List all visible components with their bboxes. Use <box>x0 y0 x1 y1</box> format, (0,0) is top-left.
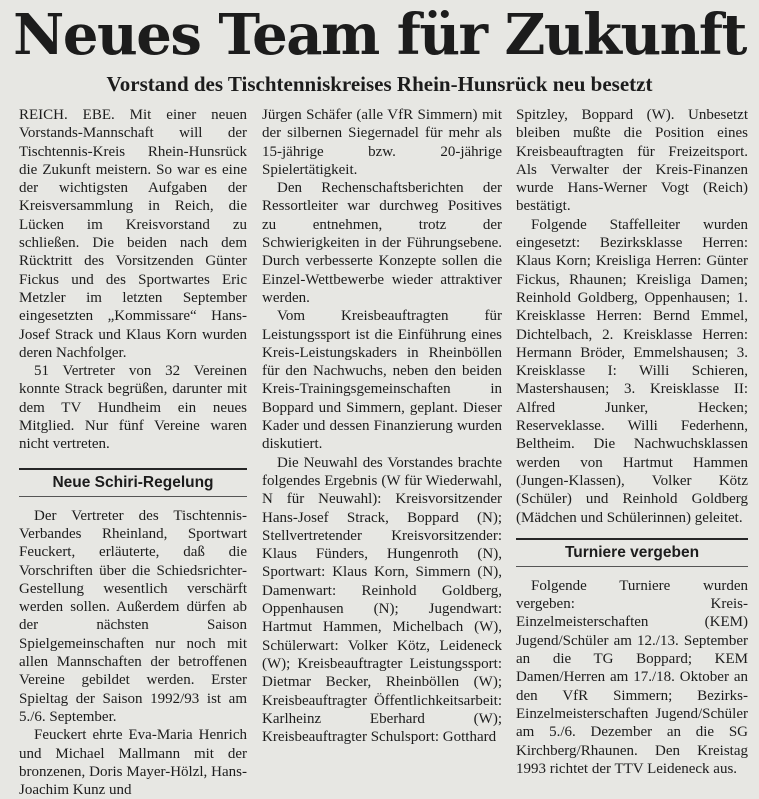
section-header <box>516 538 748 567</box>
paragraph: Folgende Turniere wurden vergeben: Kreis-Einzelmeisterschaften (KEM) Jugend/Schüler am 12./13. September an die TG Boppard; KEM Damen/Herren am 17./18. Oktober an den VfR Simmern; Bezirks-Einzelmeisterschaften Jugend/Schüler am 5./6. Dezember an die SG Kirchberg/Rhaunen. Den Kreistag 1993 richtet der TTV Leideneck aus. <box>516 577 748 777</box>
column-3 <box>516 106 748 778</box>
paragraph: Die Neuwahl des Vorstandes brachte folgendes Ergebnis (W für Wiederwahl, N für Neuwahl): Kreisvorsitzender Hans-Josef Strack, Boppard (N); Stellvertretender Kreisvorsitzender: Klaus Fünders, Hungenroth (N), Sportwart: Klaus Korn, Simmern (N), Damenwart: Reinhold Goldberg, Oppenhausen (N); Jugendwart: Hartmut Hammen, Michelbach (W), Schülerwart: Volker Kötz, Leideneck (W); Kreisbeauftragter Leistungssport: Dietmar Becker, Rheinböllen (W); Kreisbeauftragter Öffentlichkeitsarbeit: Karlheinz Eberhard (W); Kreisbeauftragter Schulsport: Gotthard <box>262 454 502 746</box>
section-header <box>19 468 247 497</box>
paragraph: 51 Vertreter von 32 Vereinen konnte Strack begrüßen, darunter mit dem TV Hundheim ein neues Mitglied. Nur fünf Vereine waren nicht vertreten. <box>19 363 247 453</box>
paragraph: Jürgen Schäfer (alle VfR Simmern) mit der silbernen Siegernadel für mehr als 15-jährige bzw. 20-jährige Spielertätigkeit. <box>262 107 502 178</box>
paragraph: REICH. EBE. Mit einer neuen Vorstands-Mannschaft will der Tischtennis-Kreis Rhein-Hunsrück die Zukunft meistern. So war es eine der wichtigsten Aufgaben der Kreisversammlung in Reich, die Lücken im Kreisvorstand zu schließen. Die beiden nach dem Rücktritt des Vorsitzenden Günter Fickus und des Sportwartes Eric Metzler im letzten September eingesetzten „Kommissare“ Hans-Josef Strack und Klaus Korn wurden deren Nachfolger. <box>19 107 247 361</box>
paragraph: Der Vertreter des Tischtennis-Verbandes Rheinland, Sportwart Feuckert, erläuterte, daß die Vorschriften über die Schiedsrichter-Gestellung wesentlich verschärft werden sollen. Außerdem dürfen ab der nächsten Saison Spielgemeinschaften nur noch mit allen Mannschaften der betroffenen Vereine gebildet werden. Erster Spieltag der Saison 1992/93 ist am 5./6. September. <box>19 507 247 725</box>
paragraph: Folgende Staffelleiter wurden eingesetzt: Bezirksklasse Herren: Klaus Korn; Kreisliga Herren: Günter Fickus, Rhaunen; Kreisliga Damen; Reinhold Goldberg, Oppenhausen; 1. Kreisklasse Herren: Bernd Emmel, Dichtelbach, 2. Kreisklasse Herren: Hermann Bröder, Emmelshausen; 3. Kreisklasse I: Willi Schieren, Mastershausen; 3. Kreisklasse II: Alfred Junker, Hecken; Reserveklasse. Willi Federhenn, Beltheim. Die Nachwuchsklassen werden von Hartmut Hammen (Jungen-Klassen), Volker Kötz (Schüler) und Reinhold Goldberg (Mädchen und Schülerinnen) geleitet. <box>516 216 748 526</box>
column-1 <box>19 106 247 799</box>
section-title: Turniere vergeben <box>516 540 748 567</box>
paragraph: Spitzley, Boppard (W). Unbesetzt bleiben mußte die Position eines Kreisbeauftragten für Freizeitsport. Als Verwalter der Kreis-Finanzen wurde Hans-Werner Vogt (Reich) bestätigt. <box>516 107 748 215</box>
column-2 <box>262 106 502 746</box>
headline: Neues Team für Zukunft <box>13 2 746 68</box>
subheadline: Vorstand des Tischtenniskreises Rhein-Hunsrück neu besetzt <box>106 72 653 96</box>
section-title: Neue Schiri-Regelung <box>19 470 247 497</box>
paragraph: Feuckert ehrte Eva-Maria Henrich und Michael Mallmann mit der bronzenen, Doris Mayer-Hölzl, Hans-Joachim Kunz und <box>19 727 247 799</box>
paragraph: Den Rechenschaftsberichten der Ressortleiter war durchweg Positives zu entnehmen, trotz der Schwierigkeiten in der Führungsebene. Durch verbesserte Konzepte sollen die Einzel-Wettbewerbe wieder attraktiver werden. <box>262 180 502 306</box>
paragraph: Vom Kreisbeauftragten für Leistungssport ist die Einführung eines Kreis-Leistungskaders in Rheinböllen für den Nachwuchs, neben den beiden Kreis-Trainingsgemeinschaften in Boppard und Simmern, geplant. Dieser Kader und dessen Finanzierung wurden diskutiert. <box>262 308 502 453</box>
